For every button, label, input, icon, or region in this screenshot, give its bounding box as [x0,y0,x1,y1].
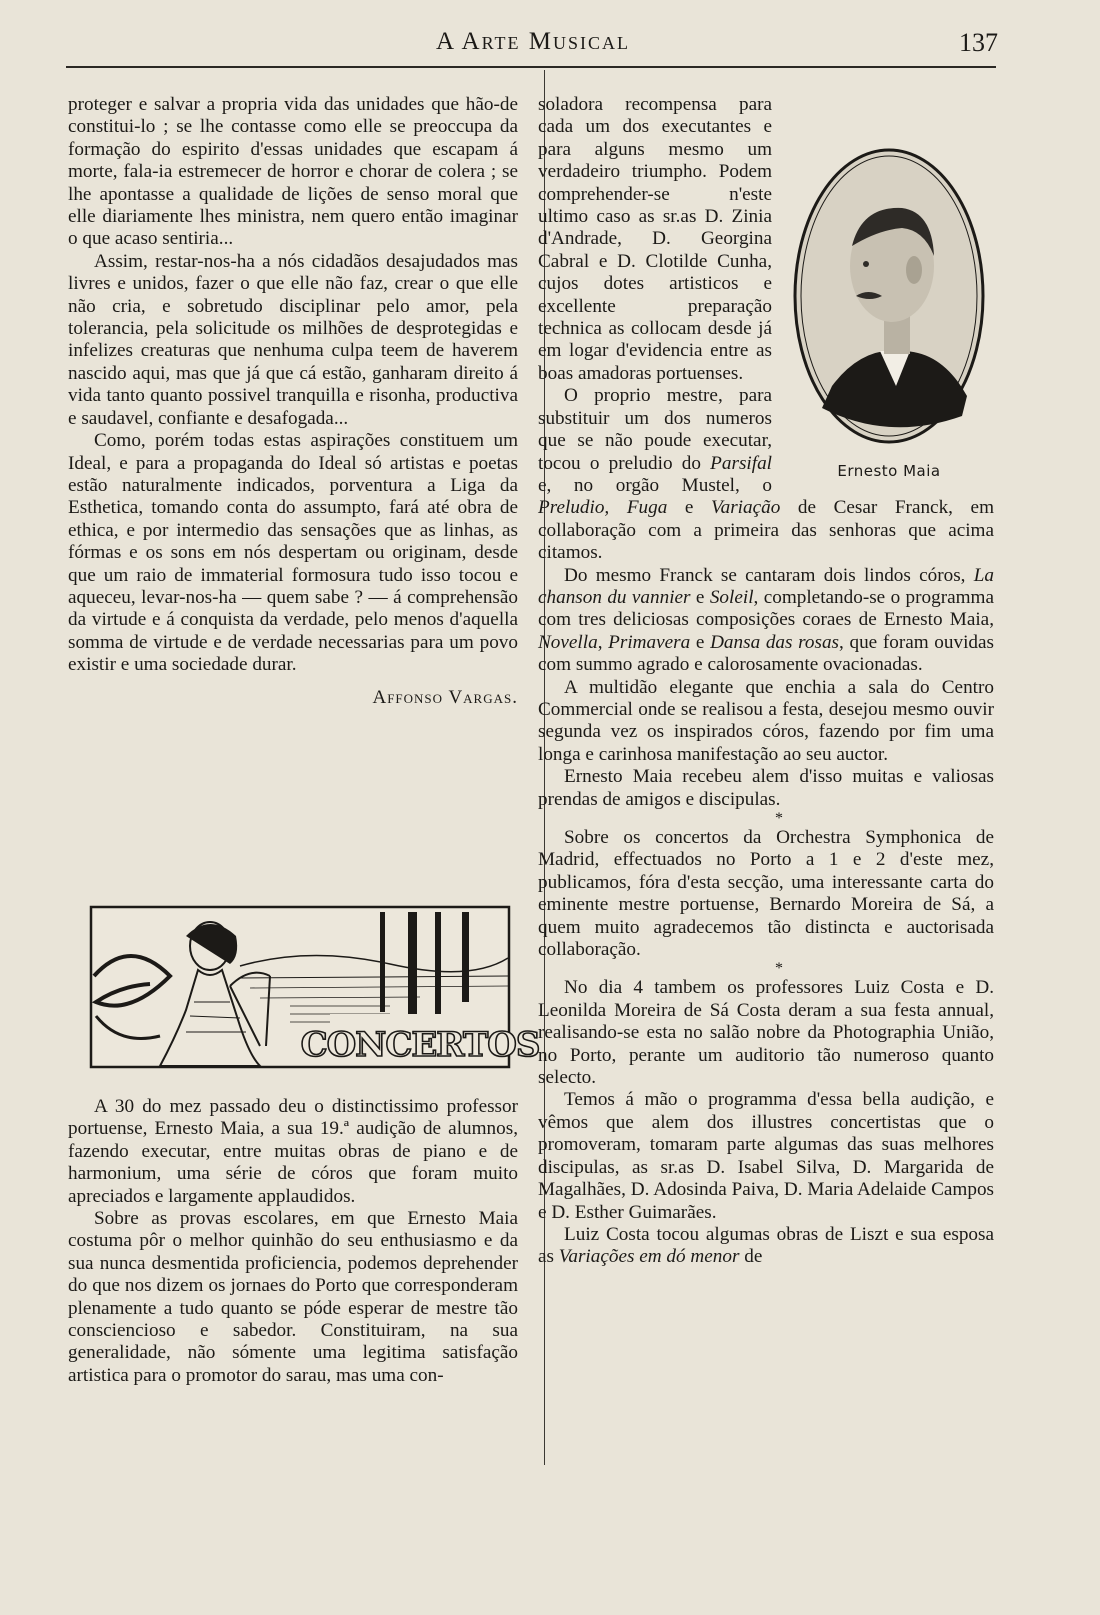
article-paragraph: Do mesmo Franck se cantaram dois lindos córos, La chanson du vannier e Soleil, completando-se o programma com tres deliciosas composições coraes de Ernesto Maia, Novella, Primavera e Dansa das rosas, que foram ouvidas com summo agrado e calorosamente ovacionadas. [538,564,994,676]
portrait-image [792,146,986,446]
concert-paragraph: A 30 do mez passado deu o distinctissimo professor portuense, Ernesto Maia, a sua 19.ª audição de alumnos, fazendo executar, entre muitas obras de piano e de harmonium, uma série de córos que foram muito apreciados e largamente applaudidos. [68,1096,518,1207]
essay-paragraph: Como, porém todas estas aspirações constituem um Ideal, e para a propaganda do Ideal só artistas e poetas estão naturalmente indicados, porventura a Liga da Esthetica, tomando conta do assumpto, fará até obra de ethica, e por intermedio das sensações que as linhas, as fórmas e os sons em nós despertam ou originam, desde que um raio de immaterial formosura tudo isso tocou e aqueceu, levar-nos-ha — quem sabe ? — á comprehensão da virtude e á conquista da verdade, pelo menos d'aquella somma de virtude e de verdade necessarias para um povo existir e uma sociedade durar. [68,430,518,676]
left-column-concerts [68,1096,518,1387]
author-signature: Affonso Vargas. [372,686,518,708]
banner-lettering: CONCERTOS [300,1025,540,1065]
essay-paragraph: proteger e salvar a propria vida das unidades que hão-de constitui-lo ; se lhe contasse como elle se preoccupa da formação do espirito d'essas unidades que escapam á morte, fala-ia estremecer de horror e chorar de colera ; se lhe apontasse a qualidade de lições de senso moral que elle diariamente lhes ministra, nem quero então imaginar o que acaso sentiria... [68,94,518,250]
running-head [68,26,998,62]
essay-paragraph: Assim, restar-nos-ha a nós cidadãos desajudados mas livres e unidos, fazer o que elle não faz, crear o que elle não cria, e sobretudo disciplinar pelo amor, pela tolerancia, pela solicitude os milhões de desprotegidas e infelizes creaturas que nenhuma culpa teem de haverem nascido aqui, mas que já que cá estão, ganharam direito á vida tanto quanto possivel tranquilla e risonha, productiva e saudavel, confiante e desafogada... [68,250,518,429]
concert-paragraph: Sobre as provas escolares, em que Ernesto Maia costuma pôr o melhor quinhão do seu enthusiasmo e da sua nunca desmentida proficiencia, podemos deprehender do que nos dizem os jornaes do Porto que corresponderam plenamente a tudo quanto se póde esperar de mestre tão consciencioso e sabedor. Constituiram, na sua generalidade, não sómente uma legitima satisfação artistica para o promotor do sarau, mas uma con- [68,1208,518,1386]
section-star-divider: * [775,960,783,978]
portrait-caption: Ernesto Maia [837,462,941,480]
section-star-divider: * [775,810,783,827]
article-paragraph: Sobre os concertos da Orchestra Symphonica de Madrid, effectuados no Porto a 1 e 2 d'este mez, publicamos, fóra d'esta secção, uma interessante carta do eminente mestre portuense, Bernardo Moreira de Sá, a quem muito agradecemos tão distincta e auctorisada collaboração. [538,827,994,961]
page-number: 137 [959,28,998,57]
portrait-figure [784,146,994,492]
header-rule [66,66,996,68]
article-paragraph: No dia 4 tambem os professores Luiz Costa e D. Leonilda Moreira de Sá Costa deram a sua festa annual, realisando-se esta no salão nobre da Photographia União, no Porto, perante um auditorio tão numeroso quanto selecto. [538,977,994,1089]
running-title: A Arte Musical [436,28,630,55]
article-paragraph: O proprio mestre, para substituir um dos numeros que se não poude executar, tocou o preludio do Parsifal e, no orgão Mustel, o Preludio, Fuga e Variação de Cesar Franck, em collaboração com a primeira das senhoras que acima citamos. [538,385,994,564]
left-column-essay [68,94,518,709]
article-paragraph: A multidão elegante que enchia a sala do Centro Commercial onde se realisou a festa, desejou mesmo ouvir segunda vez os inspirados córos, fazendo por fim uma longa e carinhosa manifestação ao seu auctor. [538,676,994,765]
article-paragraph: Temos á mão o programma d'essa bella audição, e vêmos que alem dos illustres concertistas que o promoveram, tomaram parte algumas das suas melhores discipulas, as sr.as D. Isabel Silva, D. Margarida de Magalhães, D. Adosinda Paiva, D. Maria Adelaide Campos e D. Esther Guimarães. [538,1089,994,1223]
article-paragraph: Luiz Costa tocou algumas obras de Liszt e sua esposa as Variações em dó menor de [538,1223,994,1268]
article-paragraph: soladora recompensa para cada um dos executantes e para alguns mesmo um verdadeiro triumpho. Podem comprehender-se n'este ultimo caso as sr.as D. Zinia d'Andrade, D. Georgina Cabral e D. Clotilde Cunha, cujos dotes artisticos e excellente preparação technica as collocam desde já em logar d'evidencia entre as boas amadoras portuenses. [538,94,772,384]
article-paragraph: Ernesto Maia recebeu alem d'isso muitas e valiosas prendas de amigos e discipulas. [538,766,994,810]
right-column [538,94,994,1269]
concertos-banner-illustration [90,906,540,1068]
